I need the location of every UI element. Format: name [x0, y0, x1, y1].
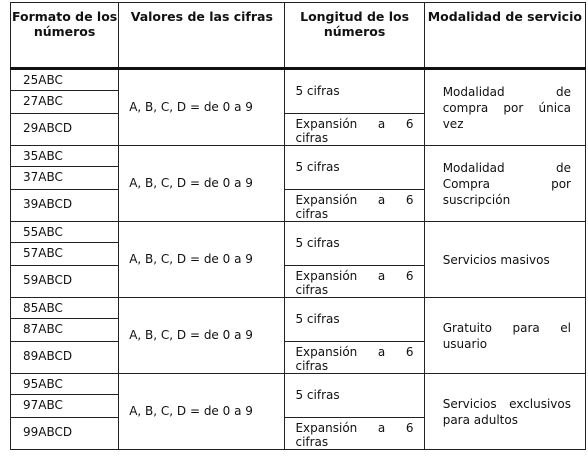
- length-cell: 5 cifras: [285, 146, 424, 190]
- expansion-word: Expansión: [295, 193, 358, 207]
- format-cell: 55ABC: [11, 222, 119, 243]
- expansion-line: [295, 421, 413, 435]
- expansion-a: a: [377, 193, 386, 207]
- header-mode: Modalidad de servicio: [424, 3, 585, 69]
- format-cell: 27ABC: [11, 91, 119, 114]
- expansion-unit: cifras: [295, 131, 329, 145]
- expansion-word: Expansión: [295, 345, 358, 359]
- header-values: Valores de las cifras: [119, 3, 285, 69]
- format-cell: 39ABCD: [11, 190, 119, 222]
- header-format: Formato de los números: [11, 3, 119, 69]
- values-cell: A, B, C, D = de 0 a 9: [119, 298, 285, 374]
- expansion-word: Expansión: [295, 269, 358, 283]
- table-row: [11, 374, 586, 395]
- expansion-a: a: [377, 421, 386, 435]
- expansion-six: 6: [405, 193, 414, 207]
- numbering-table: [10, 2, 586, 450]
- expansion-cell: [285, 190, 424, 222]
- length-cell: 5 cifras: [285, 374, 424, 418]
- length-cell: 5 cifras: [285, 222, 424, 266]
- format-cell: 35ABC: [11, 146, 119, 167]
- mode-text: Modalidad de compra por única vez: [442, 84, 571, 131]
- table-body: [11, 69, 586, 450]
- expansion-cell: [285, 266, 424, 298]
- format-cell: 85ABC: [11, 298, 119, 319]
- expansion-cell: [285, 114, 424, 146]
- expansion-cell: [285, 342, 424, 374]
- format-cell: 37ABC: [11, 167, 119, 190]
- expansion-word: Expansión: [295, 117, 358, 131]
- format-cell: 29ABCD: [11, 114, 119, 146]
- expansion-unit: cifras: [295, 283, 329, 297]
- mode-text: Gratuito para el usuario: [442, 320, 571, 351]
- length-cell: 5 cifras: [285, 298, 424, 342]
- format-cell: 57ABC: [11, 243, 119, 266]
- expansion-cell: [285, 418, 424, 450]
- header-length: Longitud de los números: [285, 3, 424, 69]
- mode-cell: [424, 146, 585, 222]
- expansion-unit: cifras: [295, 435, 329, 449]
- expansion-line: [295, 269, 413, 283]
- table-row: [11, 69, 586, 91]
- expansion-six: 6: [405, 117, 414, 131]
- values-cell: A, B, C, D = de 0 a 9: [119, 146, 285, 222]
- mode-cell: [424, 374, 585, 450]
- mode-text: Servicios exclusivos para adultos: [442, 396, 571, 427]
- table-row: [11, 222, 586, 243]
- format-cell: 89ABCD: [11, 342, 119, 374]
- mode-text: Modalidad de Compra por suscripción: [442, 160, 571, 207]
- format-cell: 97ABC: [11, 395, 119, 418]
- expansion-line: [295, 117, 413, 131]
- format-cell: 25ABC: [11, 69, 119, 91]
- mode-cell: [424, 222, 585, 298]
- expansion-word: Expansión: [295, 421, 358, 435]
- expansion-six: 6: [405, 269, 414, 283]
- mode-cell: [424, 69, 585, 146]
- expansion-line: [295, 345, 413, 359]
- header-row: [11, 3, 586, 69]
- values-cell: A, B, C, D = de 0 a 9: [119, 69, 285, 146]
- expansion-a: a: [377, 117, 386, 131]
- expansion-line: [295, 193, 413, 207]
- expansion-six: 6: [405, 421, 414, 435]
- expansion-six: 6: [405, 345, 414, 359]
- expansion-a: a: [377, 345, 386, 359]
- format-cell: 59ABCD: [11, 266, 119, 298]
- table-row: [11, 298, 586, 319]
- format-cell: 87ABC: [11, 319, 119, 342]
- mode-text: Servicios masivos: [442, 252, 550, 267]
- table-row: [11, 146, 586, 167]
- expansion-unit: cifras: [295, 207, 329, 221]
- expansion-unit: cifras: [295, 359, 329, 373]
- length-cell: 5 cifras: [285, 69, 424, 114]
- mode-cell: [424, 298, 585, 374]
- format-cell: 99ABCD: [11, 418, 119, 450]
- expansion-a: a: [377, 269, 386, 283]
- values-cell: A, B, C, D = de 0 a 9: [119, 374, 285, 450]
- format-cell: 95ABC: [11, 374, 119, 395]
- values-cell: A, B, C, D = de 0 a 9: [119, 222, 285, 298]
